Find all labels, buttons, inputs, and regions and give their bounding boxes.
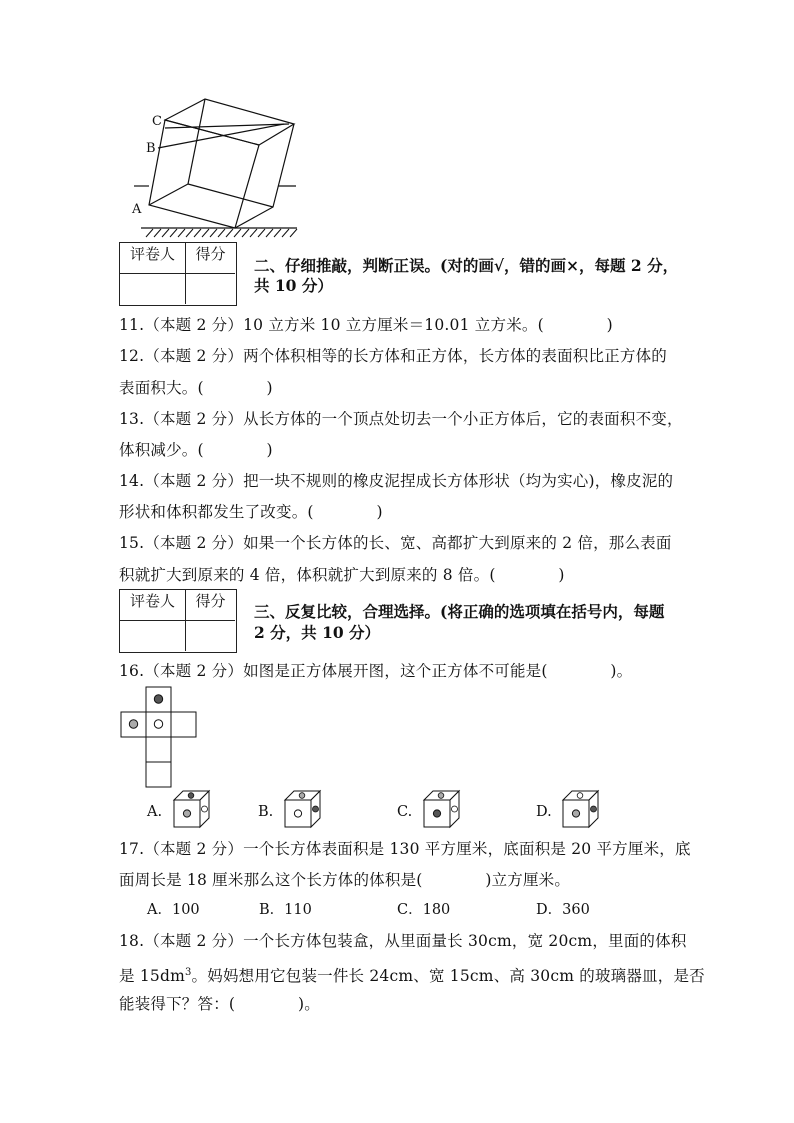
q18-text-line2-rest: 。妈妈想用它包装一件长 24cm、宽 15cm、高 30cm 的玻璃器皿，是否 (191, 967, 705, 986)
label-c: C (152, 114, 162, 129)
q12-text-line1: 12.（本题 2 分）两个体积相等的长方体和正方体，长方体的表面积比正方体的 (119, 347, 667, 365)
q16-option-c-label[interactable]: C. (397, 804, 413, 820)
q17-text-line2: 面周长是 18 厘米那么这个长方体的体积是( )立方厘米。 (119, 871, 571, 889)
section3-heading-line1: 三、反复比较，合理选择。(将正确的选项填在括号内，每题 (254, 602, 665, 621)
section2-heading-line2: 共 10 分） (254, 276, 333, 295)
label-a: A (132, 202, 142, 217)
q18-text-line1: 18.（本题 2 分）一个长方体包装盒，从里面量长 30cm，宽 20cm，里面的体积 (119, 932, 687, 950)
q16-option-a-cube[interactable] (173, 790, 217, 830)
q17-option-b[interactable]: B．110 (259, 902, 312, 918)
q18-text-line3: 能装得下？答：( )。 (119, 995, 320, 1013)
q18-superscript: 3 (184, 967, 192, 978)
label-b: B (146, 141, 156, 156)
reviewer-header: 评卷人 (120, 590, 186, 621)
q12-text-line2: 表面积大。( ) (119, 379, 273, 397)
q13-text-line2: 体积减少。( ) (119, 441, 273, 459)
section2-heading-line1: 二、仔细推敲，判断正误。(对的画√，错的画×，每题 2 分， (254, 256, 679, 275)
score-header: 得分 (186, 243, 235, 274)
q16-option-b-cube[interactable] (284, 790, 328, 830)
reviewer-cell (120, 621, 186, 651)
q16-option-a-label[interactable]: A. (147, 804, 163, 820)
q13-text-line1: 13.（本题 2 分）从长方体的一个顶点处切去一个小正方体后，它的表面积不变， (119, 410, 683, 428)
q16-option-b-label[interactable]: B. (258, 804, 274, 820)
q16-option-d-cube[interactable] (562, 790, 606, 830)
q14-text-line2: 形状和体积都发生了改变。( ) (119, 503, 383, 521)
q15-text-line2: 积就扩大到原来的 4 倍，体积就扩大到原来的 8 倍。( ) (119, 566, 565, 584)
reviewer-header: 评卷人 (120, 243, 186, 274)
q17-text-line1: 17.（本题 2 分）一个长方体表面积是 130 平方厘米，底面积是 20 平方厘米，底 (119, 840, 691, 858)
q18-text-line2-start: 是 15dm (119, 967, 185, 986)
section3-heading-line2: 2 分，共 10 分） (254, 623, 381, 642)
score-header: 得分 (186, 590, 235, 621)
q17-option-c[interactable]: C．180 (397, 902, 451, 918)
score-table-section2 (119, 242, 237, 306)
q17-option-d[interactable]: D．360 (536, 902, 590, 918)
q16-text: 16.（本题 2 分）如图是正方体展开图，这个正方体不可能是( )。 (119, 662, 633, 680)
reviewer-cell (120, 274, 186, 304)
score-table-section3 (119, 589, 237, 653)
q11-text: 11.（本题 2 分）10 立方米 10 立方厘米＝10.01 立方米。( ) (119, 316, 613, 334)
q17-option-a[interactable]: A．100 (147, 902, 200, 918)
q15-text-line1: 15.（本题 2 分）如果一个长方体的长、宽、高都扩大到原来的 2 倍，那么表面 (119, 534, 672, 552)
q18-text-line2 (119, 963, 705, 986)
q16-option-d-label[interactable]: D. (536, 804, 552, 820)
q14-text-line1: 14.（本题 2 分）把一块不规则的橡皮泥捏成长方体形状（均为实心)，橡皮泥的 (119, 472, 674, 490)
q16-option-c-cube[interactable] (423, 790, 467, 830)
